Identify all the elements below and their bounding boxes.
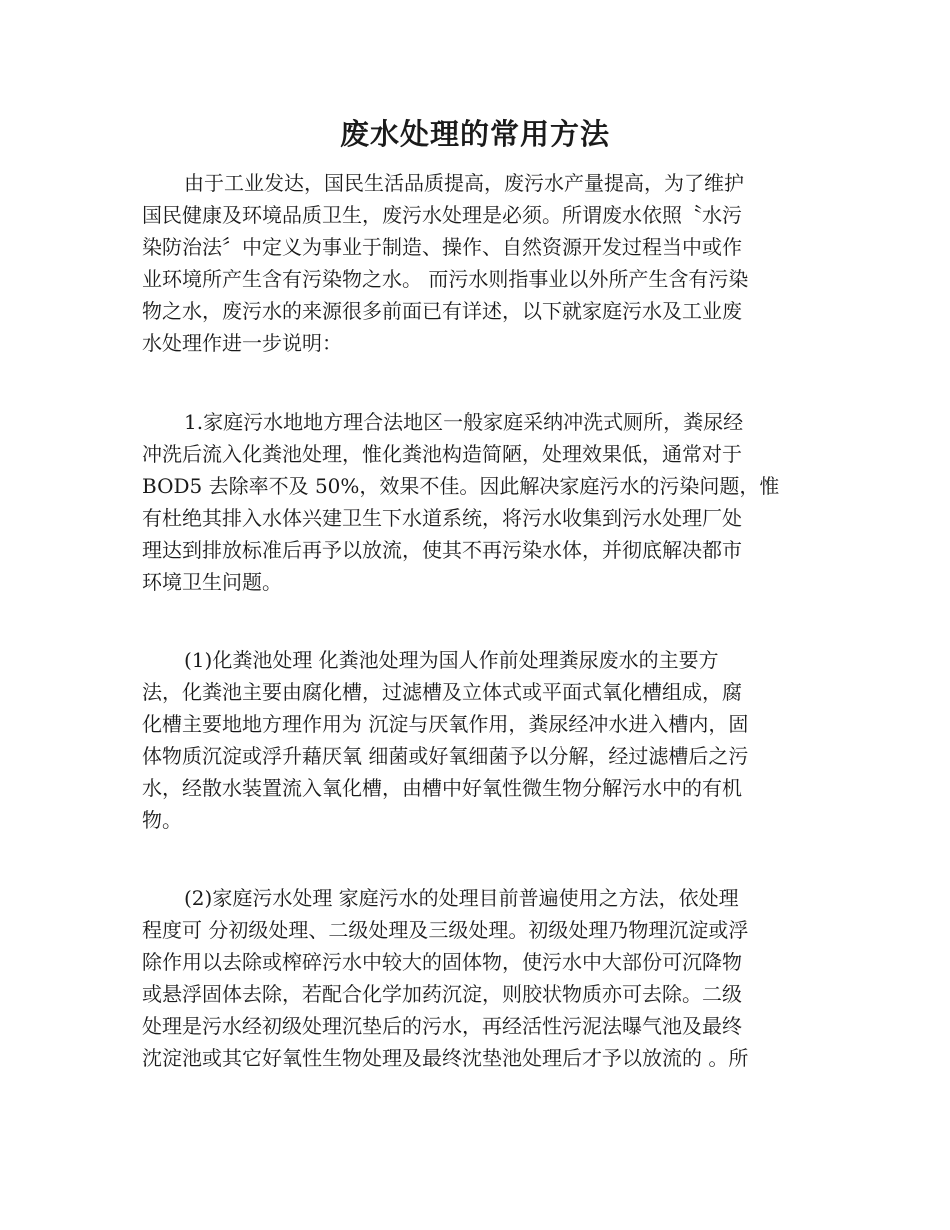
paragraph-3-line-5: 水，经散水装置流入氧化槽，由槽中好氧性微生物分解污水中的有机 (142, 776, 742, 800)
paragraph-1-line-1: 由于工业发达，国民生活品质提高，废污水产量提高，为了维护 (184, 171, 744, 195)
paragraph-4-line-2: 程度可 分初级处理、二级处理及三级处理。初级处理乃物理沉淀或浮 (142, 918, 749, 942)
paragraph-1-line-5: 物之水，废污水的来源很多前面已有详述，以下就家庭污水及工业废 (142, 299, 742, 323)
paragraph-3-line-2: 法，化粪池主要由腐化槽，过滤槽及立体式或平面式氧化槽组成，腐 (142, 680, 742, 704)
paragraph-3-line-4: 体物质沉淀或浮升藉厌氧 细菌或好氧细菌予以分解，经过滤槽后之污 (142, 744, 749, 768)
paragraph-2-line-6: 环境卫生问题。 (142, 570, 282, 594)
paragraph-2-line-1: 1.家庭污水地地方理合法地区一般家庭采纳冲洗式厕所，粪尿经 (184, 410, 744, 434)
paragraph-2-line-5: 理达到排放标准后再予以放流，使其不再污染水体，并彻底解决都市 (142, 538, 742, 562)
paragraph-3-line-3: 化槽主要地地方理作用为 沉淀与厌氧作用，粪尿经冲水进入槽内，固 (142, 712, 749, 736)
paragraph-3-line-1: (1)化粪池处理 化粪池处理为国人作前处理粪尿废水的主要方 (184, 648, 719, 672)
paragraph-3-line-6: 物。 (142, 808, 182, 832)
paragraph-2-line-3: BOD5 去除率不及 50%，效果不佳。因此解决家庭污水的污染问题，惟 (142, 474, 780, 498)
paragraph-4-line-6: 沈淀池或其它好氧性生物处理及最终沈垫池处理后才予以放流的 。所 (142, 1046, 749, 1070)
paragraph-4-line-4: 或悬浮固体去除，若配合化学加药沉淀，则胶状物质亦可去除。二级 (142, 982, 742, 1006)
paragraph-4-line-5: 处理是污水经初级处理沉垫后的污水，再经活性污泥法曝气池及最终 (142, 1014, 742, 1038)
paragraph-1-line-4: 业环境所产生含有污染物之水。 而污水则指事业以外所产生含有污染 (142, 267, 749, 291)
document-title: 废水处理的常用方法 (339, 117, 610, 151)
paragraph-1-line-3: 染防治法〞中定义为事业于制造、操作、自然资源开发过程当中或作 (142, 235, 742, 259)
paragraph-1-line-2: 国民健康及环境品质卫生，废污水处理是必须。所谓废水依照〝水污 (142, 203, 742, 227)
paragraph-4-line-3: 除作用以去除或榨碎污水中较大的固体物，使污水中大部份可沉降物 (142, 950, 742, 974)
paragraph-2-line-4: 有杜绝其排入水体兴建卫生下水道系统，将污水收集到污水处理厂处 (142, 506, 742, 530)
paragraph-1-line-6: 水处理作进一步说明： (142, 331, 342, 355)
paragraph-4-line-1: (2)家庭污水处理 家庭污水的处理目前普遍使用之方法，依处理 (184, 886, 739, 910)
paragraph-2-line-2: 冲洗后流入化粪池处理，惟化粪池构造简陋，处理效果低，通常对于 (142, 442, 742, 466)
